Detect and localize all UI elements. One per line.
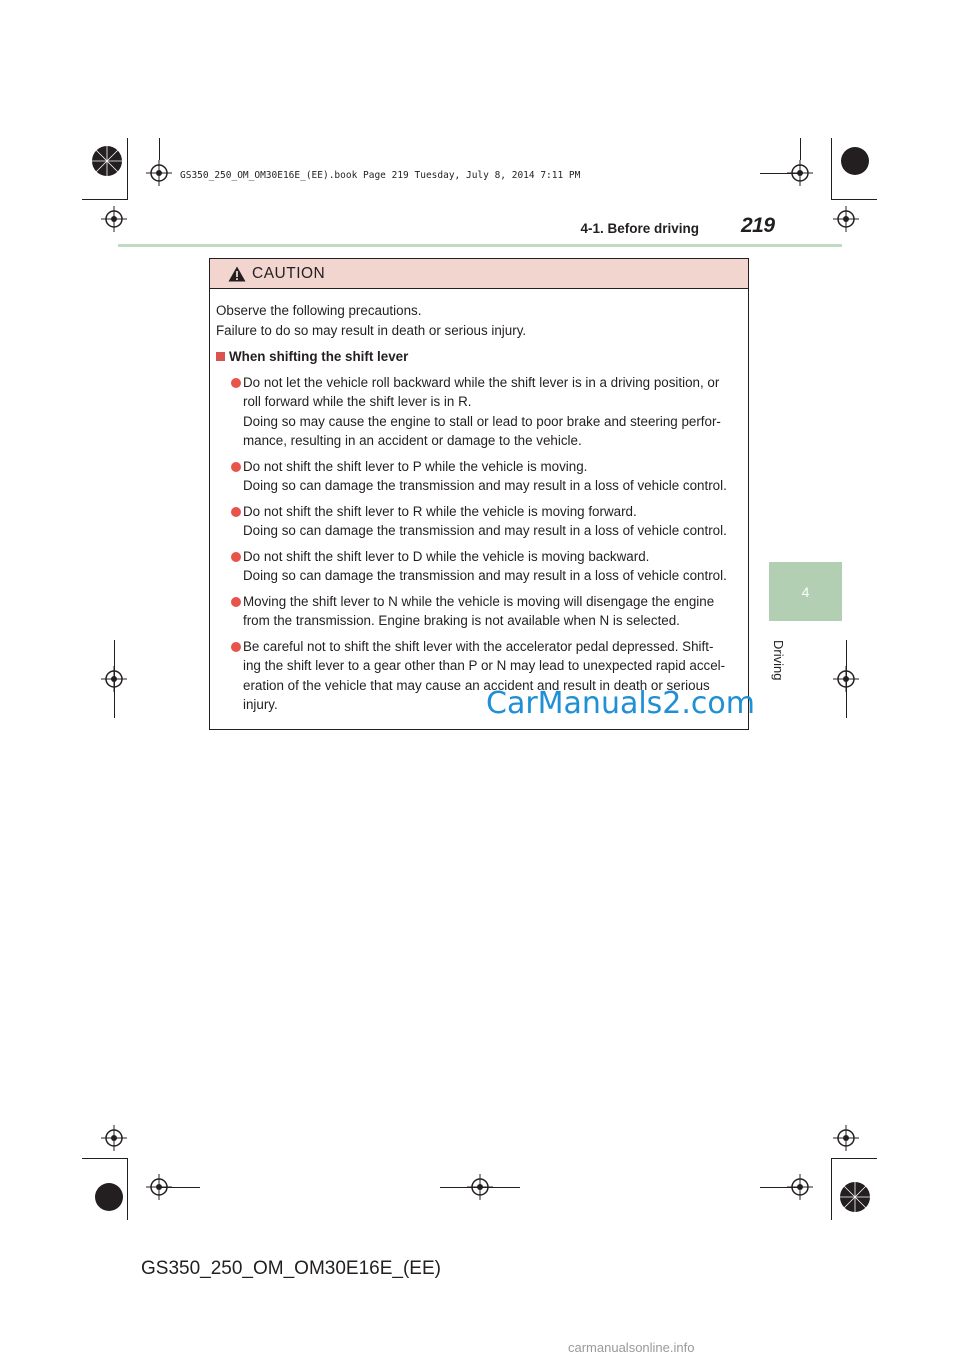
- book-imprint-line: GS350_250_OM_OM30E16E_(EE).book Page 219 Tuesday, July 8, 2014 7:11 PM: [180, 170, 581, 181]
- crosshair-icon: [101, 1125, 127, 1151]
- bullet-dot-icon: [231, 507, 241, 517]
- caution-header: [210, 259, 748, 289]
- bullet-dot-icon: [231, 552, 241, 562]
- chapter-tab: [769, 562, 842, 621]
- registration-dot-icon: [838, 144, 872, 178]
- caution-subheading: [216, 347, 742, 367]
- crosshair-icon: [101, 206, 127, 232]
- section-heading: 4-1. Before driving: [580, 221, 699, 236]
- list-item: Moving the shift lever to N while the vehicle is moving will disengage the engine from the transmission. Engine braking is not available when N is selected.: [216, 592, 742, 631]
- crosshair-icon: [146, 160, 172, 186]
- page-number: 219: [741, 214, 775, 237]
- caution-title: CAUTION: [252, 264, 326, 282]
- watermark-logo: CarManuals2.com: [486, 686, 756, 721]
- site-footer: carmanualsonline.info: [568, 1340, 695, 1355]
- list-item: Do not shift the shift lever to R while the vehicle is moving forward. Doing so can damage the transmission and may result in a loss of vehicle control.: [216, 502, 742, 541]
- bullet-dot-icon: [231, 378, 241, 388]
- caution-intro: Failure to do so may result in death or serious injury.: [216, 322, 527, 338]
- caution-intro: Observe the following precautions.: [216, 303, 422, 318]
- bullet-dot-icon: [231, 642, 241, 652]
- crosshair-icon: [833, 1125, 859, 1151]
- caution-box: [209, 258, 749, 730]
- crosshair-icon: [833, 206, 859, 232]
- bullet-dot-icon: [231, 597, 241, 607]
- header-rule: [118, 244, 842, 247]
- registration-starburst-icon: [838, 1180, 872, 1214]
- registration-starburst-icon: [90, 144, 124, 178]
- square-bullet-icon: [216, 352, 225, 361]
- caution-body: [210, 289, 748, 715]
- bullet-dot-icon: [231, 462, 241, 472]
- document-code: GS350_250_OM_OM30E16E_(EE): [141, 1258, 441, 1279]
- registration-dot-icon: [92, 1180, 126, 1214]
- list-item: Do not shift the shift lever to P while the vehicle is moving. Doing so can damage the transmission and may result in a loss of vehicle control.: [216, 457, 742, 496]
- list-item: Do not shift the shift lever to D while the vehicle is moving backward. Doing so can damage the transmission and may result in a loss of vehicle control.: [216, 547, 742, 586]
- chapter-label: Driving: [771, 640, 786, 681]
- warning-triangle-icon: [228, 266, 246, 282]
- list-item: Do not let the vehicle roll backward while the shift lever is in a driving position, or roll forward while the shift lever is in R. Doing so may cause the engine to stall or lead to poor brake and steering perfor- mance, resulting in an accident or damage to the vehicle.: [216, 373, 742, 451]
- chapter-number: 4: [801, 583, 810, 600]
- caution-subheading-text: When shifting the shift lever: [229, 349, 409, 364]
- list-item: Be careful not to shift the shift lever with the accelerator pedal depressed. Shift- ing the shift lever to a gear other than P or N may lead to unexpected rapid accel- eration of the vehicle that may cause an accident and result in death or serious injury.: [216, 637, 742, 715]
- caution-list: [216, 373, 742, 715]
